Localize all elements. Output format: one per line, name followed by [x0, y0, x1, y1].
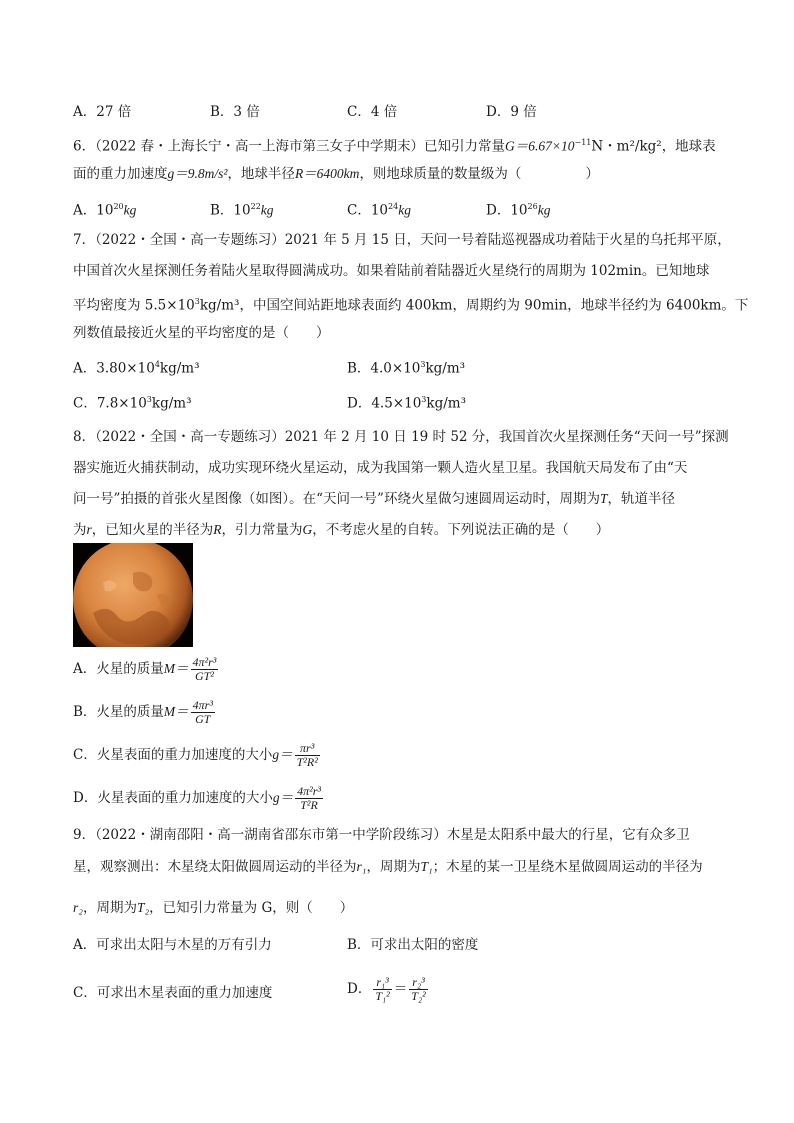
mars-planet-illustration	[73, 543, 193, 647]
q7-stem-line-2: 中国首次火星探测任务着陆火星取得圆满成功。如果着陆前着陆器近火星绕行的周期为 102min。已知地球	[73, 263, 710, 279]
q9-stem-line-3: r₂，周期为T₂，已知引力常量为 G，则（ ）	[73, 900, 354, 916]
mars-image	[73, 543, 193, 647]
q8-stem-line-1: 8．（2022・全国・高一专题练习）2021 年 2 月 10 日 19 时 52 分，我国首次火星探测任务“天问一号”探测	[73, 429, 729, 445]
q6-stem-line-1: 6．（2022 春・上海长宁・高一上海市第三女子中学期末）已知引力常量$G=6.67\times 10^{-11}N$・m²/kg²，地球表	[73, 138, 716, 155]
q8-option-a: A．火星的质量M＝ $\frac{\text{4π²r³}}{\text{GT²}}$	[73, 655, 217, 683]
q9-option-b: B．可求出太阳的密度	[347, 937, 479, 953]
q5-option-c: C．4 倍	[347, 104, 398, 120]
q6-option-a: A．$10^{20}kg$	[73, 202, 137, 219]
q9-option-a: A．可求出太阳与木星的万有引力	[73, 937, 272, 953]
q6-option-d: D．$10^{26}kg$	[486, 202, 551, 219]
q7-stem-line-4: 列数值最接近火星的平均密度的是（ ）	[73, 325, 330, 341]
q6-g-constant: G＝6.67×10	[505, 138, 575, 154]
q6-option-b: B．$10^{22}kg$	[210, 202, 274, 219]
q7-option-d: D．$4.5\times 10^3kg/m^3$	[347, 395, 466, 412]
q8-option-b: B．火星的质量M＝ $\frac{\text{4πr³}}{GT}$	[73, 698, 213, 726]
q8-stem-line-3: 问一号”拍摄的首张火星图像（如图）。在“天问一号”环绕火星做匀速圆周运动时，周期为T，轨道半径	[73, 491, 675, 507]
q5-option-a: A．27 倍	[73, 104, 132, 120]
q9-option-c: C．可求出木星表面的重力加速度	[73, 985, 273, 1001]
q7-option-a: A．$3.80\times 10^4kg/m^3$	[73, 360, 200, 377]
q8-option-d: D．火星表面的重力加速度的大小g＝ $\frac{\text{4π²r³}}{\text{T²R}}$	[73, 784, 321, 812]
q7-option-b: B．$4.0\times 10^3kg/m^3$	[347, 360, 466, 377]
q9-stem-line-2: 星，观察测出：木星绕太阳做圆周运动的半径为r₁，周期为T₁；木星的某一卫星绕木星做圆周运动的半径为	[73, 859, 703, 875]
q6-option-c: C．$10^{24}kg$	[347, 202, 411, 219]
q6-stem-line-2: 面的重力加速度g＝9.8m/s²，地球半径R＝6400km，则地球质量的数量级为（ ）	[73, 166, 599, 182]
q7-option-c: C．$7.8\times 10^3kg/m^3$	[73, 395, 192, 412]
q8-stem-line-2: 器实施近火捕获制动，成功实现环绕火星运动，成为我国第一颗人造火星卫星。我国航天局发布了由“天	[73, 460, 688, 476]
q8-option-c: C．火星表面的重力加速度的大小g＝ $\frac{\text{πr³}}{\text{T²R²}}$	[73, 741, 318, 769]
q9-option-d: D． $\frac{\text{r₁³}}{\text{T₁²}}$ ＝ $\frac{\text{r₂³}}{\text{T₂²}}$	[347, 975, 426, 1003]
q8-stem-line-4: 为r，已知火星的半径为R，引力常量为G，不考虑火星的自转。下列说法正确的是（ ）	[73, 522, 610, 538]
q5-option-d: D．9 倍	[486, 104, 537, 120]
q7-stem-line-3: 平均密度为 $5.5\times 10^3kg/m^3$，中国空间站距地球表面约 400km，周期约为 90min，地球半径约为 6400km。下	[73, 297, 749, 314]
q9-stem-line-1: 9．（2022・湖南邵阳・高一湖南省邵东市第一中学阶段练习）木星是太阳系中最大的行星，它有众多卫	[73, 827, 690, 843]
q7-stem-line-1: 7．（2022・全国・高一专题练习）2021 年 5 月 15 日，天问一号着陆巡视器成功着陆于火星的乌托邦平原，	[73, 232, 731, 248]
q5-option-b: B．3 倍	[210, 104, 260, 120]
